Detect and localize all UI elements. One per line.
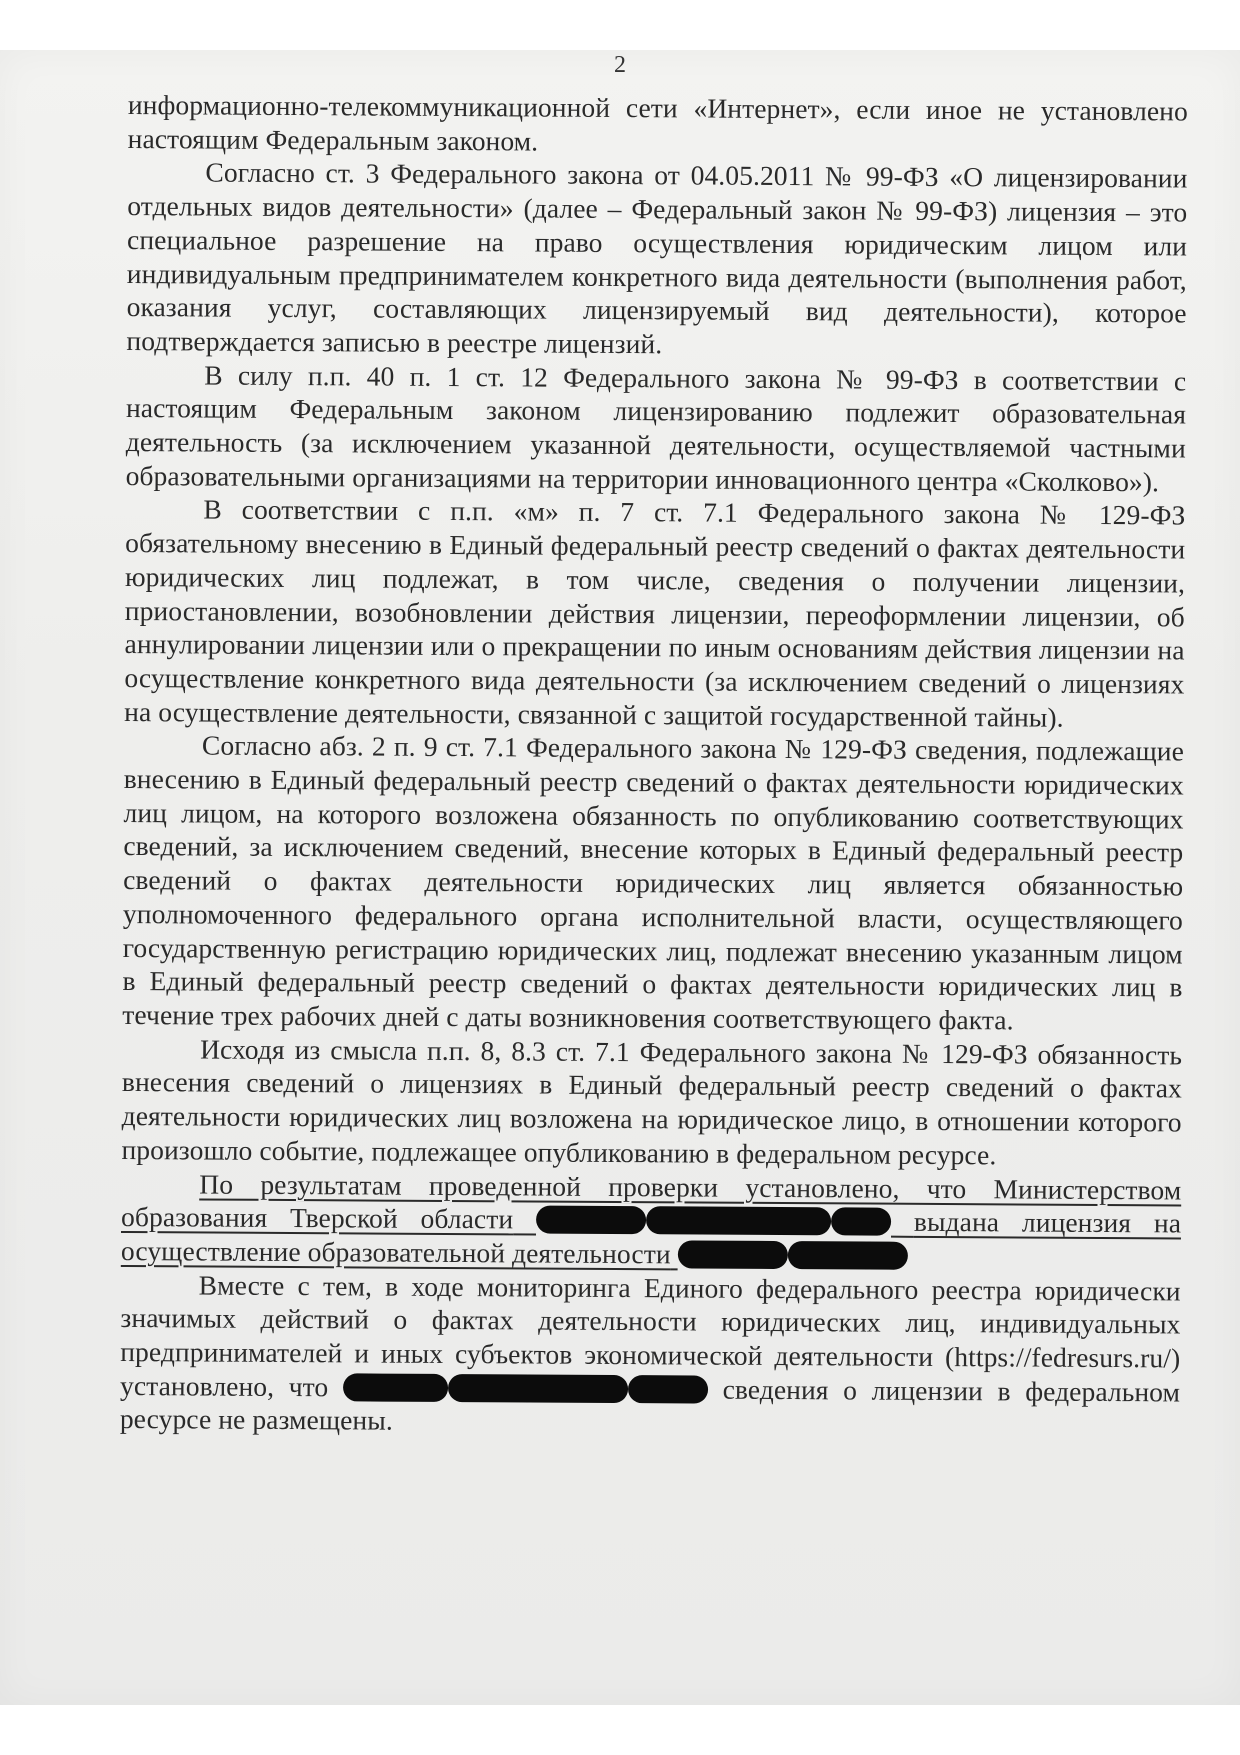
paragraph-5: Согласно абз. 2 п. 9 ст. 7.1 Федерального закона № 129-ФЗ сведения, подлежащие внесению в Единый федеральный реестр сведений о фактах деятельности юридических лиц лицом, на которого возложена обязанность по опубликованию соответствующих сведений, за исключением сведений, внесение которых в Единый федеральный реестр сведений о фактах деятельности юридических лиц является обязанностью уполномоченного федерального органа исполнительной власти, осуществляющего государственную регистрацию юридических лиц, подлежат внесению указанным лицом в Единый федеральный реестр сведений о фактах деятельности юридических лиц в течение трех рабочих дней с даты возникновения соответствующего факта.: [122, 729, 1185, 1036]
redaction-mark: [628, 1375, 708, 1403]
paragraph-1: информационно-телекоммуникационной сети «Интернет», если иное не установлено настоящим Федеральным законом.: [127, 88, 1188, 157]
paragraph-7-part-a: По результатам проведенной проверки установлено, что Министерством образования Тверской области: [121, 1167, 1182, 1235]
redaction-mark: [536, 1206, 646, 1235]
paragraph-7: [121, 1166, 1182, 1274]
redaction-mark: [646, 1206, 831, 1235]
paragraph-8-part-a: Вместе с тем, в ходе мониторинга Единого федерального реестра юридически значимых действий о фактах деятельности юридических лиц, индивидуальных предпринимателей и иных субъектов экономической деятельности (https://fedresurs.ru/) установлено, что: [119, 1269, 1181, 1402]
redaction-mark: [831, 1208, 891, 1236]
paragraph-8: [120, 1268, 1181, 1443]
page-number: 2: [614, 52, 626, 78]
paragraph-4: В соответствии с п.п. «м» п. 7 ст. 7.1 Федерального закона № 129-ФЗ обязательному внесению в Единый федеральный реестр сведений о фактах деятельности юридических лиц подлежат, в том числе, сведения о получении лицензии, приостановлении, возобновлении действия лицензии, переоформлении лицензии, об аннулировании лицензии или о прекращении по иным основаниям действия лицензии на осуществление конкретного вида деятельности (за исключением сведений о лицензиях на осуществление деятельности, связанной с защитой государственной тайны).: [124, 493, 1186, 733]
redaction-mark: [448, 1374, 628, 1403]
document-body: [120, 88, 1188, 1443]
paragraph-7-part-b: выдана лицензия на осуществление образовательной деятельности: [120, 1206, 1182, 1270]
redaction-mark: [343, 1373, 448, 1402]
paragraph-3: В силу п.п. 40 п. 1 ст. 12 Федерального закона № 99-ФЗ в соответствии с настоящим Федеральным законом лицензированию подлежит образовательная деятельность (за исключением указанной деятельности, осуществляемой частными образовательными организациями на территории инновационного центра «Сколково»).: [125, 359, 1187, 498]
paragraph-8-part-b: сведения о лицензии в федеральном ресурсе не размещены.: [119, 1373, 1181, 1437]
redaction-mark: [678, 1240, 788, 1269]
paragraph-2: Согласно ст. 3 Федерального закона от 04.05.2011 № 99-ФЗ «О лицензировании отдельных видов деятельности» (далее – Федеральный закон № 99-ФЗ) лицензия – это специальное разрешение на право осуществления юридическим лицом или индивидуальным предпринимателем конкретного вида деятельности (выполнения работ, оказания услуг, составляющих лицензируемый вид деятельности), которое подтверждается записью в реестре лицензий.: [126, 156, 1188, 360]
paragraph-6: Исходя из смысла п.п. 8, 8.3 ст. 7.1 Федерального закона № 129-ФЗ обязанность внесения сведений о лицензиях в Единый федеральный реестр сведений о фактах деятельности юридических лиц возложена на юридическое лицо, в отношении которого произошло событие, подлежащее опубликованию в федеральном ресурсе.: [121, 1033, 1183, 1171]
redaction-mark: [788, 1241, 908, 1270]
